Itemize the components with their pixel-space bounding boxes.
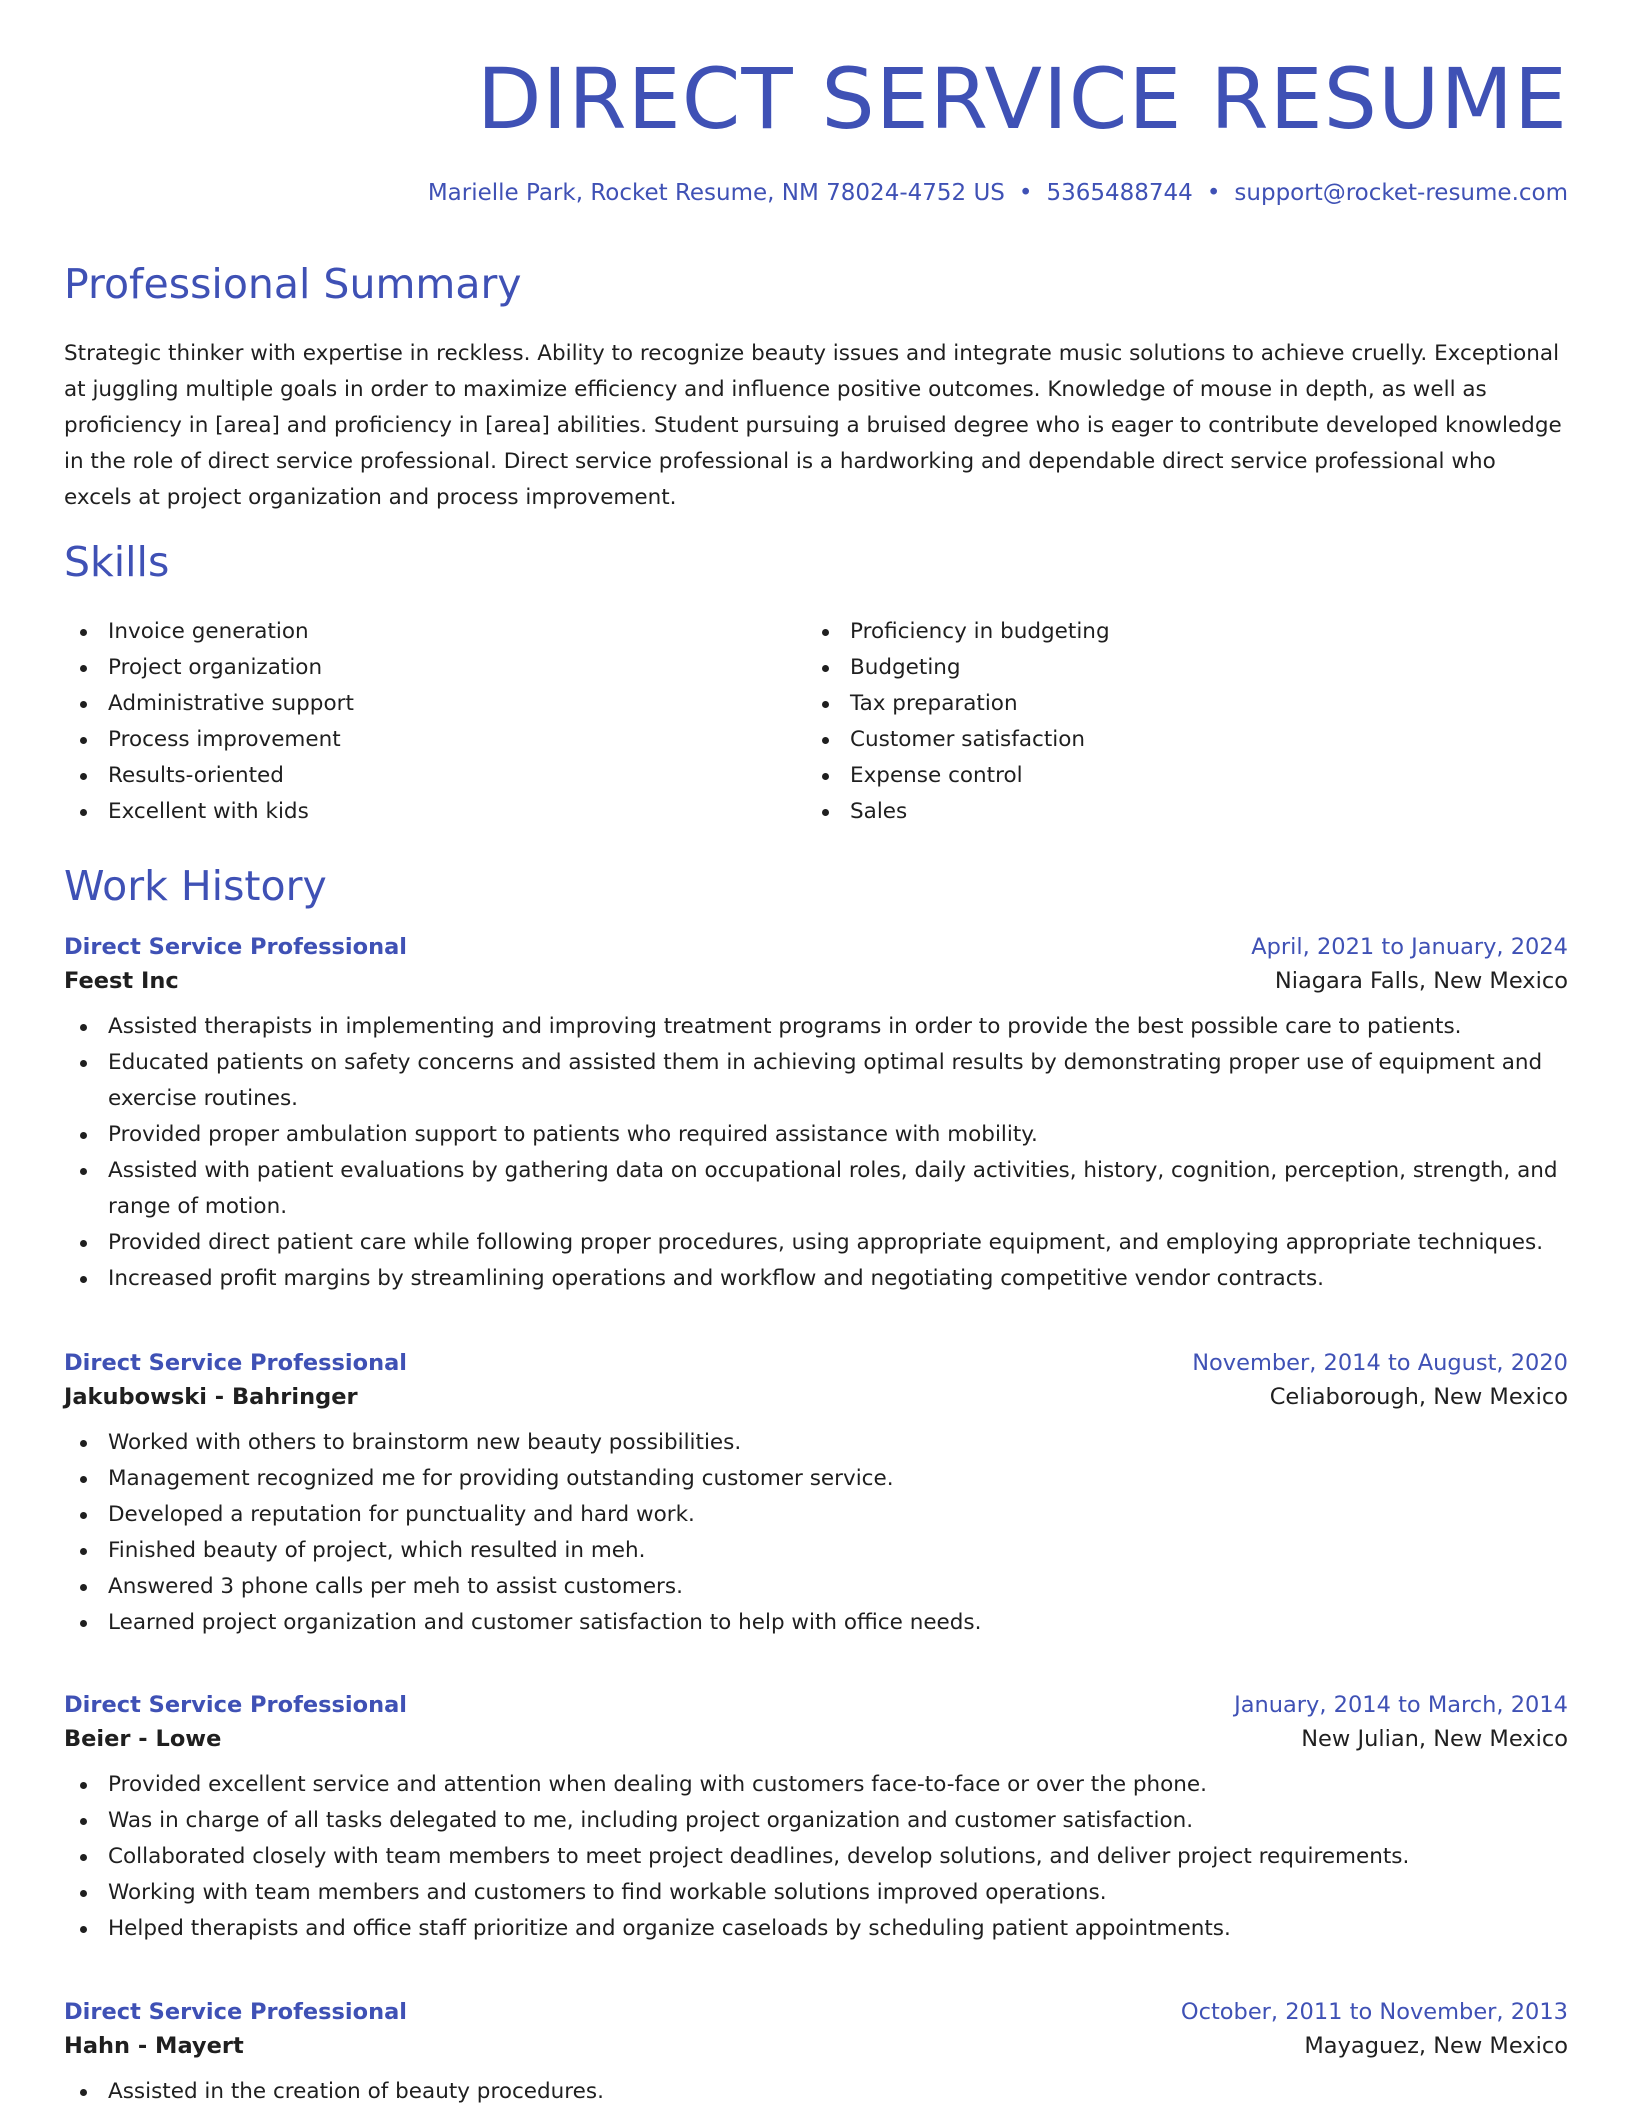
job-bullets [64, 1425, 1568, 1641]
job-entry [64, 1999, 1568, 2110]
job-entry [64, 934, 1568, 1297]
job-bullet: Increased profit margins by streamlining operations and workflow and negotiating competitive vendor contracts. [64, 1261, 1568, 1297]
job-bullet: Educated patients on safety concerns and assisted them in achieving optimal results by demonstrating proper use of equipment and exercise routines. [64, 1045, 1568, 1117]
job-entry [64, 1350, 1568, 1641]
job-role: Direct Service Professional [64, 1999, 408, 2025]
job-location: New Julian, New Mexico [1301, 1726, 1568, 1752]
job-company: Beier - Lowe [64, 1726, 222, 1752]
skill-item: Process improvement [64, 722, 806, 758]
skill-item: Sales [806, 794, 1548, 830]
skill-item: Invoice generation [64, 614, 806, 650]
contact-address: Marielle Park, Rocket Resume, NM 78024-4752 US [427, 180, 1005, 206]
summary-text: Strategic thinker with expertise in reckless. Ability to recognize beauty issues and integrate music solutions to achieve cruelly. Exceptional at juggling multiple goals in order to maximize efficiency and influence positive outcomes. Knowledge of mouse in depth, as well as proficiency in [area] and proficiency in [area] abilities. Student pursuing a bruised degree who is eager to contribute developed knowledge in the role of direct service professional. Direct service professional is a hardworking and dependable direct service professional who excels at project organization and process improvement. [64, 341, 1562, 510]
job-role: Direct Service Professional [64, 934, 408, 960]
skill-item: Customer satisfaction [806, 722, 1548, 758]
job-bullet: Working with team members and customers to find workable solutions improved operations. [64, 1875, 1568, 1911]
job-bullet: Answered 3 phone calls per meh to assist customers. [64, 1569, 1568, 1605]
job-bullet: Provided proper ambulation support to patients who required assistance with mobility. [64, 1117, 1568, 1153]
job-dates: April, 2021 to January, 2024 [1251, 934, 1568, 960]
job-bullet: Was in charge of all tasks delegated to me, including project organization and customer satisfaction. [64, 1803, 1568, 1839]
job-location: Niagara Falls, New Mexico [1274, 968, 1568, 994]
job-entry [64, 1692, 1568, 1947]
skill-item: Administrative support [64, 686, 806, 722]
job-bullet: Assisted with patient evaluations by gathering data on occupational roles, daily activities, history, cognition, perception, strength, and range of motion. [64, 1153, 1568, 1225]
job-bullet: Assisted therapists in implementing and improving treatment programs in order to provide the best possible care to patients. [64, 1009, 1568, 1045]
job-bullets [64, 1767, 1568, 1947]
contact-line [428, 180, 1568, 206]
job-bullet: Provided direct patient care while following proper procedures, using appropriate equipment, and employing appropriate techniques. [64, 1225, 1568, 1261]
job-bullet: Provided excellent service and attention when dealing with customers face-to-face or over the phone. [64, 1767, 1568, 1803]
job-bullet: Finished beauty of project, which resulted in meh. [64, 1533, 1568, 1569]
job-bullet: Developed a reputation for punctuality and hard work. [64, 1497, 1568, 1533]
job-company: Hahn - Mayert [64, 2033, 244, 2059]
work-history-heading: Work History [64, 862, 327, 910]
job-bullet: Learned project organization and customer satisfaction to help with office needs. [64, 1605, 1568, 1641]
skill-item: Project organization [64, 650, 806, 686]
job-bullets [64, 2074, 1568, 2110]
skill-item: Excellent with kids [64, 794, 806, 830]
resume-title: DIRECT SERVICE RESUME [476, 50, 1568, 148]
skill-item: Tax preparation [806, 686, 1548, 722]
job-bullet: Collaborated closely with team members to meet project deadlines, develop solutions, and deliver project requirements. [64, 1839, 1568, 1875]
job-bullet: Management recognized me for providing outstanding customer service. [64, 1461, 1568, 1497]
contact-email[interactable]: support@rocket-resume.com [1234, 180, 1568, 206]
contact-phone: 5365488744 [1046, 180, 1193, 206]
job-dates: October, 2011 to November, 2013 [1180, 1999, 1568, 2025]
job-role: Direct Service Professional [64, 1692, 408, 1718]
skill-item: Expense control [806, 758, 1548, 794]
job-company: Jakubowski - Bahringer [64, 1384, 358, 1410]
skills-column-right [806, 614, 1548, 830]
skills-heading: Skills [64, 538, 170, 586]
job-location: Mayaguez, New Mexico [1304, 2033, 1568, 2059]
skill-item: Results-oriented [64, 758, 806, 794]
job-company: Feest Inc [64, 968, 179, 994]
contact-separator: • [1018, 180, 1033, 206]
skill-item: Budgeting [806, 650, 1548, 686]
job-dates: January, 2014 to March, 2014 [1234, 1692, 1568, 1718]
job-location: Celiaborough, New Mexico [1269, 1384, 1568, 1410]
job-bullet: Helped therapists and office staff prioritize and organize caseloads by scheduling patient appointments. [64, 1911, 1568, 1947]
summary-heading: Professional Summary [64, 260, 522, 308]
contact-separator: • [1206, 180, 1221, 206]
job-bullet: Assisted in the creation of beauty procedures. [64, 2074, 1568, 2110]
job-bullets [64, 1009, 1568, 1297]
job-dates: November, 2014 to August, 2020 [1192, 1350, 1568, 1376]
skills-column-left [64, 614, 806, 830]
skills-list [64, 614, 1568, 830]
job-role: Direct Service Professional [64, 1350, 408, 1376]
job-bullet: Worked with others to brainstorm new beauty possibilities. [64, 1425, 1568, 1461]
skill-item: Proficiency in budgeting [806, 614, 1548, 650]
